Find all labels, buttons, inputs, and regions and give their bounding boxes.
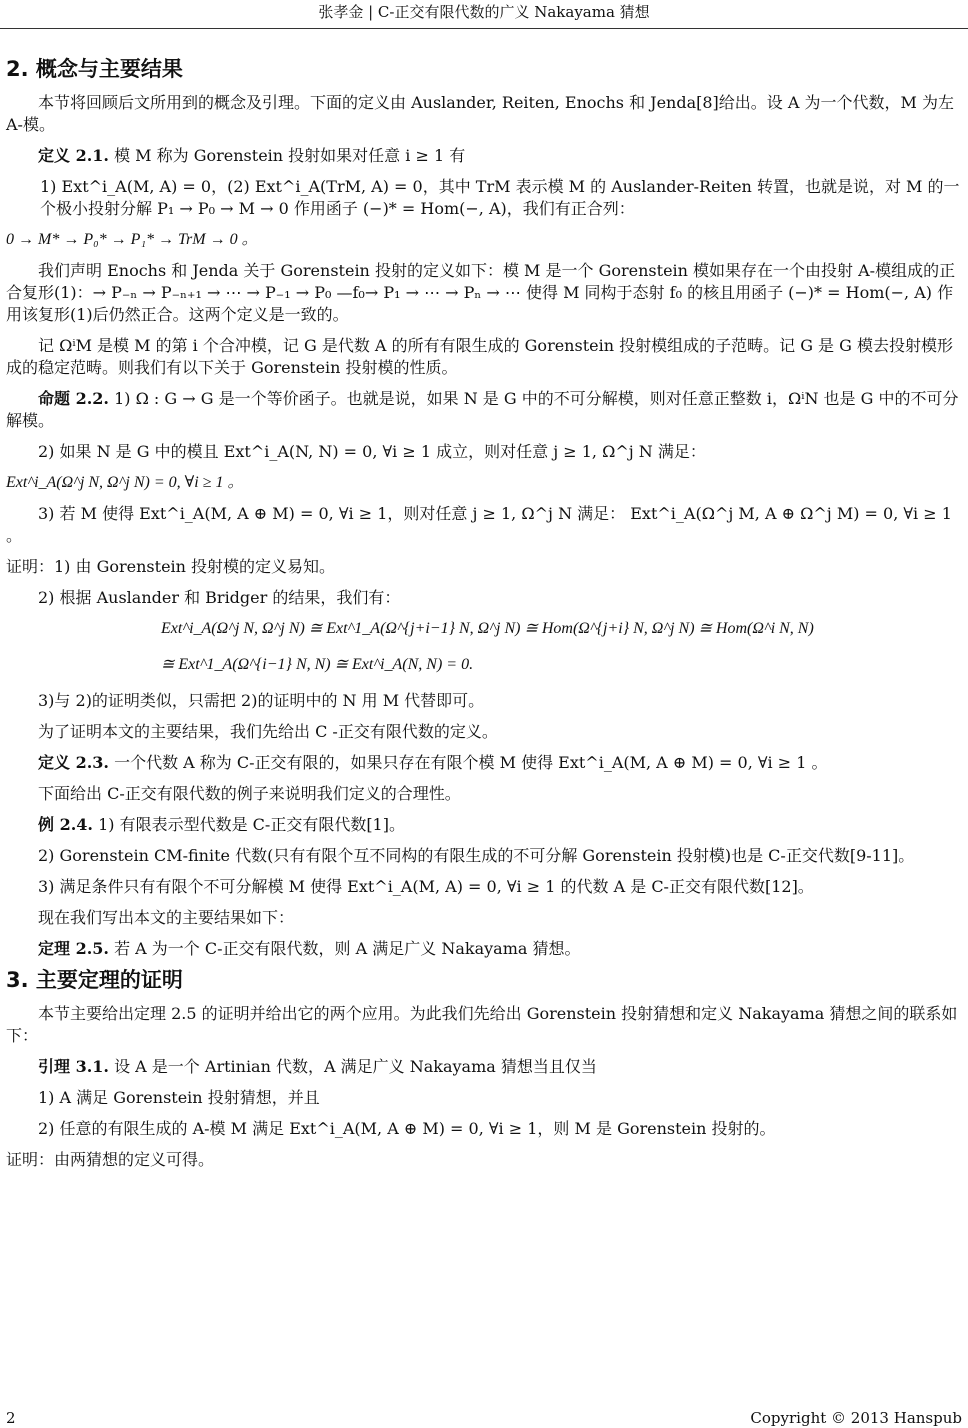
definition-label: 定义 2.3. bbox=[38, 753, 109, 772]
example-2-4 bbox=[6, 814, 962, 836]
definition-body: 一个代数 A 称为 C-正交有限的，如果只存在有限个模 M 使得 Ext^i_A(M, A ⊕ M) = 0, ∀i ≥ 1 。 bbox=[108, 753, 828, 772]
example-item-3: 3) 满足条件只有有限个不可分解模 M 使得 Ext^i_A(M, A) = 0, ∀i ≥ 1 的代数 A 是 C-正交有限代数[12]。 bbox=[38, 877, 814, 896]
proposition-item-2: 2) 如果 N 是 G 中的模且 Ext^i_A(N, N) = 0, ∀i ≥ 1 成立，则对任意 j ≥ 1, Ω^j N 满足： bbox=[38, 442, 706, 461]
page-number: 2 bbox=[6, 1409, 16, 1427]
example-item-2: 2) Gorenstein CM-finite 代数(只有有限个互不同构的有限生成的不可分解 Gorenstein 投射模)也是 C-正交代数[9-11]。 bbox=[38, 846, 915, 865]
definition-2-1-items: 1) Ext^i_A(M, A) = 0，(2) Ext^i_A(TrM, A) = 0，其中 TrM 表示模 M 的 Auslander-Reiten 转置，也就是说，对 M 的一个极小投射分解 P₁ → P₀ → M → 0 作用函子 (−)* = Hom(−, A)，我们有正合列： bbox=[40, 177, 960, 218]
lemma-label: 引理 3.1. bbox=[38, 1057, 109, 1076]
display-equation-line-2: ≅ Ext^1_A(Ω^{i−1} N, N) ≅ Ext^i_A(N, N) = 0. bbox=[161, 656, 474, 673]
proof-final: 证明：由两猜想的定义可得。 bbox=[6, 1150, 215, 1169]
proposition-item-1: 1) Ω : G → G 是一个等价函子。也就是说，如果 N 是 G 中的不可分解模，则对任意正整数 i，ΩⁱN 也是 G 中的不可分解模。 bbox=[6, 389, 959, 430]
paragraph-main-result: 现在我们写出本文的主要结果如下： bbox=[38, 908, 295, 927]
section-2-title: 2. 概念与主要结果 bbox=[6, 57, 183, 81]
definition-2-1 bbox=[6, 145, 962, 167]
running-title: 张孝金 | C-正交有限代数的广义 Nakayama 猜想 bbox=[318, 3, 650, 21]
proof-step-3: 3)与 2)的证明类似，只需把 2)的证明中的 N 用 M 代替即可。 bbox=[38, 691, 485, 710]
running-head bbox=[0, 0, 968, 29]
paragraph-intro: 本节将回顾后文所用到的概念及引理。下面的定义由 Auslander, Reiten, Enochs 和 Jenda[8]给出。设 A 为一个代数，M 为左 A-模。 bbox=[6, 93, 954, 134]
example-item-1: 1) 有限表示型代数是 C-正交有限代数[1]。 bbox=[92, 815, 405, 834]
paragraph-enochs-jenda: 我们声明 Enochs 和 Jenda 关于 Gorenstein 投射的定义如下：模 M 是一个 Gorenstein 模如果存在一个由投射 A-模组成的正合复形(1)：→ P₋ₙ → P₋ₙ₊₁ → ⋯ → P₋₁ → P₀ —f₀→ P₁ → ⋯ → Pₙ → ⋯ 使得 M 同构于态射 f₀ 的核且用函子 (−)* = Hom(−, A) 作用该复形(1)后仍然正合。这两个定义是一致的。 bbox=[6, 261, 956, 324]
paragraph-section-3: 本节主要给出定理 2.5 的证明并给出它的两个应用。为此我们先给出 Gorenstein 投射猜想和定义 Nakayama 猜想之间的联系如下： bbox=[6, 1004, 958, 1045]
proposition-item-3: 3) 若 M 使得 Ext^i_A(M, A ⊕ M) = 0, ∀i ≥ 1，则对任意 j ≥ 1, Ω^j N 满足： Ext^i_A(Ω^j M, A ⊕ Ω^j M) = 0, ∀i ≥ 1 。 bbox=[6, 504, 952, 545]
proposition-item-2-equation: Ext^i_A(Ω^j N, Ω^j N) = 0, ∀i ≥ 1 。 bbox=[6, 474, 244, 491]
proposition-2-2 bbox=[6, 388, 962, 432]
proposition-label: 命题 2.2. bbox=[38, 389, 109, 408]
display-equation-line-1: Ext^i_A(Ω^j N, Ω^j N) ≅ Ext^1_A(Ω^{j+i−1} N, Ω^j N) ≅ Hom(Ω^{j+i} N, Ω^j N) ≅ Hom(Ω^i N, N) bbox=[161, 620, 814, 637]
definition-2-3 bbox=[6, 752, 962, 774]
example-label: 例 2.4. bbox=[38, 815, 93, 834]
display-equation bbox=[6, 618, 962, 676]
lemma-item-1: 1) A 满足 Gorenstein 投射猜想，并且 bbox=[38, 1088, 320, 1107]
theorem-2-5 bbox=[6, 938, 962, 960]
lemma-3-1 bbox=[6, 1056, 962, 1078]
paragraph-c-orthogonal: 为了证明本文的主要结果，我们先给出 C -正交有限代数的定义。 bbox=[38, 722, 498, 741]
lemma-item-2: 2) 任意的有限生成的 A-模 M 满足 Ext^i_A(M, A ⊕ M) = 0, ∀i ≥ 1，则 M 是 Gorenstein 投射的。 bbox=[38, 1119, 776, 1138]
lemma-body: 设 A 是一个 Artinian 代数，A 满足广义 Nakayama 猜想当且仅当 bbox=[108, 1057, 597, 1076]
copyright: Copyright © 2013 Hanspub bbox=[750, 1409, 962, 1427]
definition-body: 模 M 称为 Gorenstein 投射如果对任意 i ≥ 1 有 bbox=[108, 146, 466, 165]
paragraph-examples: 下面给出 C-正交有限代数的例子来说明我们定义的合理性。 bbox=[38, 784, 461, 803]
exact-sequence: 0 → M* → P₀* → P₁* → TrM → 0 。 bbox=[6, 231, 258, 248]
theorem-body: 若 A 为一个 C-正交有限代数，则 A 满足广义 Nakayama 猜想。 bbox=[108, 939, 581, 958]
page-body bbox=[6, 52, 962, 1180]
definition-label: 定义 2.1. bbox=[38, 146, 109, 165]
paragraph-syzygy: 记 ΩⁱM 是模 M 的第 i 个合冲模，记 G 是代数 A 的所有有限生成的 Gorenstein 投射模组成的子范畴。记 G 是 G 模去投射模形成的稳定范畴。则我们有以下关于 Gorenstein 投射模的性质。 bbox=[6, 336, 954, 377]
proof-step-1: 证明：1) 由 Gorenstein 投射模的定义易知。 bbox=[6, 557, 336, 576]
section-3-title: 3. 主要定理的证明 bbox=[6, 968, 183, 992]
proof-step-2: 2) 根据 Auslander 和 Bridger 的结果，我们有： bbox=[38, 588, 401, 607]
theorem-label: 定理 2.5. bbox=[38, 939, 109, 958]
